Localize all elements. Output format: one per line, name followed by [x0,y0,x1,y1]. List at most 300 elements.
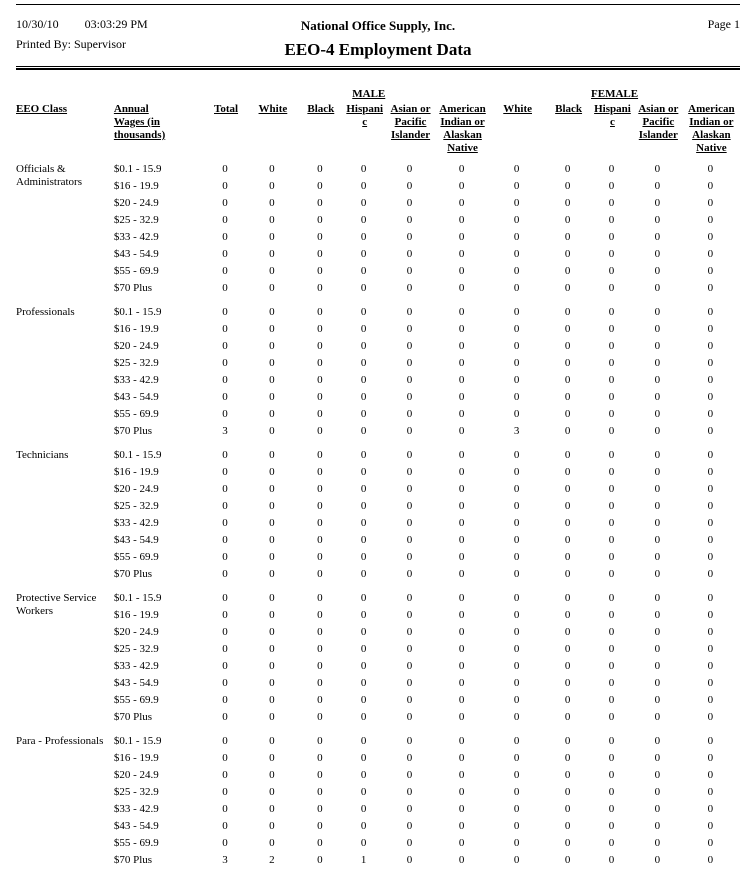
eeo-class-cell [16,481,114,498]
value-cell: 0 [360,214,367,226]
value-cell: 0 [317,711,323,723]
value-cell: 0 [458,197,465,209]
value-cell: 0 [608,163,615,175]
value-cell: 0 [406,265,413,277]
value-cell: 0 [654,357,661,369]
value-cell: 0 [269,282,275,294]
value-cell: 0 [458,323,465,335]
header-center [285,17,472,60]
value-cell: 0 [513,500,520,512]
value-cell: 0 [406,248,413,260]
value-cell: 0 [269,408,275,420]
value-cell: 0 [406,660,413,672]
eeo-class-cell [16,406,114,423]
value-cell: 0 [406,391,413,403]
value-cell: 0 [513,677,520,689]
value-cell: 0 [406,694,413,706]
value-cell: 0 [564,374,571,386]
value-cell: 0 [458,180,465,192]
value-cell: 0 [564,483,571,495]
wage-band-cell: $25 - 32.9 [113,500,159,512]
table-row [16,675,740,692]
value-cell: 0 [513,391,520,403]
value-cell: 0 [317,163,323,175]
wage-band-cell: $16 - 19.9 [113,323,159,335]
value-cell: 0 [317,769,323,781]
group-spacer [16,88,114,103]
value-cell: 0 [269,248,275,260]
wage-band-cell: $70 Plus [113,425,153,437]
value-cell: 0 [269,500,275,512]
value-cell: 0 [317,483,323,495]
value-cell: 0 [564,323,571,335]
value-cell: 0 [513,660,520,672]
value-cell: 0 [317,592,323,604]
value-cell: 0 [222,408,228,420]
value-cell: 0 [269,449,275,461]
company-name: National Office Supply, Inc. [300,18,456,33]
value-cell: 0 [222,551,228,563]
eeo-class-cell [16,297,114,321]
value-cell: 0 [360,163,367,175]
value-cell: 0 [513,374,520,386]
value-cell: 0 [360,711,367,723]
value-cell: 0 [458,626,465,638]
value-cell: 0 [608,340,615,352]
value-cell: 0 [564,180,571,192]
value-cell: 0 [458,265,465,277]
value-cell: 0 [513,323,520,335]
eeo-class-cell [16,229,114,246]
value-cell: 0 [269,231,275,243]
value-cell: 0 [513,466,520,478]
value-cell: 0 [458,609,465,621]
value-cell: 0 [317,517,323,529]
value-cell: 0 [564,551,571,563]
table-row [16,355,740,372]
col-header-male-asian-pacific: Asian or Pacific Islander [390,103,431,141]
value-cell: 0 [707,500,714,512]
value-cell: 0 [513,180,520,192]
value-cell: 0 [608,374,615,386]
value-cell: 0 [222,820,228,832]
value-cell: 0 [513,626,520,638]
value-cell: 0 [406,466,413,478]
value-cell: 0 [707,391,714,403]
value-cell: 3 [222,425,228,437]
eeo-class-cell [16,818,114,835]
value-cell: 0 [222,214,228,226]
value-cell: 0 [707,769,714,781]
value-cell: 0 [654,735,661,747]
eeo-class-cell [16,835,114,852]
value-cell: 0 [458,483,465,495]
value-cell: 0 [564,517,571,529]
value-cell: 0 [222,231,228,243]
value-cell: 0 [269,803,275,815]
value-cell: 0 [360,694,367,706]
value-cell: 0 [654,408,661,420]
wage-band-cell: $33 - 42.9 [113,374,159,386]
value-cell: 0 [564,163,571,175]
wage-band-cell: $25 - 32.9 [113,786,159,798]
eeo-class-cell [16,321,114,338]
value-cell: 0 [513,517,520,529]
value-cell: 0 [564,643,571,655]
value-cell: 0 [406,214,413,226]
value-cell: 0 [654,677,661,689]
value-cell: 0 [406,323,413,335]
value-cell: 0 [222,306,228,318]
eeo-class-label: Professionals [16,306,75,318]
value-cell: 0 [564,786,571,798]
value-cell: 0 [222,837,228,849]
value-cell: 0 [317,248,323,260]
table-row [16,515,740,532]
value-cell: 0 [654,449,661,461]
value-cell: 0 [654,466,661,478]
value-cell: 0 [707,837,714,849]
male-group-header: MALE [352,88,386,100]
value-cell: 0 [269,425,275,437]
value-cell: 0 [269,517,275,529]
value-cell: 0 [360,500,367,512]
value-cell: 0 [458,643,465,655]
value-cell: 0 [564,425,571,437]
value-cell: 0 [406,568,413,580]
value-cell: 0 [317,500,323,512]
table-row [16,280,740,297]
value-cell: 0 [564,534,571,546]
value-cell: 0 [406,408,413,420]
value-cell: 0 [654,282,661,294]
value-cell: 0 [406,854,413,866]
value-cell: 0 [654,820,661,832]
value-cell: 0 [406,551,413,563]
value-cell: 0 [406,643,413,655]
table-row [16,607,740,624]
value-cell: 0 [707,592,714,604]
value-cell: 0 [269,820,275,832]
value-cell: 0 [360,551,367,563]
value-cell: 0 [458,803,465,815]
value-cell: 0 [707,466,714,478]
value-cell: 0 [707,735,714,747]
wage-band-cell: $33 - 42.9 [113,660,159,672]
table-row [16,246,740,263]
eeo-class-cell [16,280,114,297]
value-cell: 0 [360,408,367,420]
value-cell: 0 [360,517,367,529]
wage-band-cell: $25 - 32.9 [113,643,159,655]
value-cell: 0 [269,391,275,403]
page-number: Page 1 [707,17,740,31]
print-time: 03:03:29 PM [84,17,148,31]
eeo-class-cell [16,498,114,515]
col-header-annual-wages-cell [114,103,204,161]
value-cell: 0 [608,820,615,832]
value-cell: 0 [360,803,367,815]
value-cell: 0 [269,711,275,723]
wage-band-cell: $43 - 54.9 [113,391,159,403]
wage-band-cell: $0.1 - 15.9 [113,306,162,318]
value-cell: 0 [458,357,465,369]
value-cell: 0 [317,425,323,437]
value-cell: 0 [406,374,413,386]
header-rule [16,66,740,70]
value-cell: 3 [513,425,520,437]
value-cell: 0 [654,568,661,580]
value-cell: 0 [406,837,413,849]
table-row [16,212,740,229]
value-cell: 0 [654,265,661,277]
eeo-class-label: Technicians [16,449,69,461]
value-cell: 0 [608,282,615,294]
value-cell: 0 [458,163,465,175]
eeo-class-cell [16,852,114,869]
value-cell: 0 [222,483,228,495]
print-datetime [16,17,285,32]
employment-table [16,88,740,869]
value-cell: 0 [513,163,520,175]
value-cell: 0 [222,752,228,764]
col-header-male-black: Black [307,103,335,115]
value-cell: 0 [513,197,520,209]
value-cell: 0 [654,425,661,437]
value-cell: 0 [564,568,571,580]
value-cell: 0 [564,592,571,604]
value-cell: 0 [513,551,520,563]
value-cell: 0 [317,820,323,832]
value-cell: 0 [608,425,615,437]
eeo-class-cell [16,692,114,709]
eeo-class-cell [16,709,114,726]
value-cell: 0 [513,568,520,580]
eeo-class-cell [16,195,114,212]
wage-band-cell: $16 - 19.9 [113,609,159,621]
table-row [16,440,740,464]
value-cell: 0 [513,534,520,546]
table-row [16,423,740,440]
eeo-class-cell [16,784,114,801]
value-cell: 0 [360,425,367,437]
value-cell: 0 [317,803,323,815]
value-cell: 0 [707,694,714,706]
value-cell: 0 [269,340,275,352]
value-cell: 0 [269,180,275,192]
col-header-female-asian-pacific: Asian or Pacific Islander [638,103,679,141]
value-cell: 0 [608,483,615,495]
value-cell: 0 [317,374,323,386]
value-cell: 3 [222,854,228,866]
value-cell: 0 [360,197,367,209]
group-header-row [16,88,740,103]
value-cell: 0 [317,643,323,655]
value-cell: 0 [458,374,465,386]
value-cell: 0 [608,391,615,403]
eeo-class-cell [16,338,114,355]
value-cell: 0 [564,197,571,209]
table-row [16,263,740,280]
value-cell: 0 [317,323,323,335]
value-cell: 0 [608,769,615,781]
value-cell: 2 [269,854,275,866]
value-cell: 0 [317,786,323,798]
value-cell: 0 [654,483,661,495]
value-cell: 0 [608,803,615,815]
value-cell: 0 [608,752,615,764]
value-cell: 0 [654,306,661,318]
value-cell: 0 [317,534,323,546]
eeo-class-cell [16,767,114,784]
value-cell: 0 [269,626,275,638]
table-row [16,498,740,515]
wage-band-cell: $20 - 24.9 [113,340,159,352]
table-row [16,624,740,641]
value-cell: 0 [360,769,367,781]
value-cell: 0 [707,180,714,192]
table-row [16,195,740,212]
value-cell: 0 [513,786,520,798]
value-cell: 0 [317,568,323,580]
eeo-class-label: Protective Service Workers [16,592,97,617]
value-cell: 0 [269,374,275,386]
value-cell: 0 [317,391,323,403]
value-cell: 0 [458,425,465,437]
value-cell: 0 [458,769,465,781]
value-cell: 0 [654,626,661,638]
value-cell: 0 [564,231,571,243]
value-cell: 0 [608,677,615,689]
value-cell: 0 [360,374,367,386]
eeo-class-cell [16,750,114,767]
value-cell: 0 [608,592,615,604]
value-cell: 0 [406,306,413,318]
eeo-class-cell [16,423,114,440]
value-cell: 0 [707,306,714,318]
value-cell: 0 [360,609,367,621]
value-cell: 0 [564,340,571,352]
table-row [16,583,740,607]
eeo-class-cell [16,263,114,280]
table-row [16,464,740,481]
value-cell: 0 [608,643,615,655]
value-cell: 0 [513,408,520,420]
value-cell: 0 [317,677,323,689]
value-cell: 0 [222,500,228,512]
value-cell: 0 [406,180,413,192]
value-cell: 0 [406,483,413,495]
value-cell: 0 [317,660,323,672]
value-cell: 0 [269,660,275,672]
value-cell: 0 [458,786,465,798]
value-cell: 0 [608,837,615,849]
value-cell: 0 [406,197,413,209]
value-cell: 0 [317,466,323,478]
wage-band-cell: $16 - 19.9 [113,752,159,764]
value-cell: 0 [360,483,367,495]
table-body [16,161,740,869]
value-cell: 0 [360,466,367,478]
value-cell: 0 [564,735,571,747]
value-cell: 1 [360,854,367,866]
value-cell: 0 [513,483,520,495]
value-cell: 0 [707,214,714,226]
value-cell: 0 [564,214,571,226]
value-cell: 0 [360,180,367,192]
table-row [16,338,740,355]
value-cell: 0 [360,231,367,243]
value-cell: 0 [513,592,520,604]
wage-band-cell: $0.1 - 15.9 [113,735,162,747]
wage-band-cell: $43 - 54.9 [113,677,159,689]
value-cell: 0 [360,449,367,461]
table-row [16,178,740,195]
value-cell: 0 [707,231,714,243]
value-cell: 0 [458,231,465,243]
header-left [16,17,285,52]
value-cell: 0 [707,711,714,723]
value-cell: 0 [707,265,714,277]
value-cell: 0 [513,803,520,815]
value-cell: 0 [406,711,413,723]
value-cell: 0 [222,391,228,403]
value-cell: 0 [406,735,413,747]
value-cell: 0 [608,517,615,529]
value-cell: 0 [360,735,367,747]
value-cell: 0 [608,248,615,260]
col-header-female-white: White [503,103,532,115]
value-cell: 0 [654,517,661,529]
value-cell: 0 [406,803,413,815]
value-cell: 0 [608,551,615,563]
value-cell: 0 [513,735,520,747]
value-cell: 0 [608,214,615,226]
value-cell: 0 [654,854,661,866]
value-cell: 0 [269,677,275,689]
value-cell: 0 [608,694,615,706]
value-cell: 0 [564,660,571,672]
wage-band-cell: $16 - 19.9 [113,180,159,192]
wage-band-cell: $43 - 54.9 [113,248,159,260]
value-cell: 0 [406,425,413,437]
value-cell: 0 [608,449,615,461]
value-cell: 0 [406,769,413,781]
value-cell: 0 [458,340,465,352]
value-cell: 0 [406,626,413,638]
table-row [16,406,740,423]
value-cell: 0 [360,677,367,689]
value-cell: 0 [707,449,714,461]
value-cell: 0 [564,711,571,723]
value-cell: 0 [707,854,714,866]
value-cell: 0 [654,231,661,243]
value-cell: 0 [458,282,465,294]
value-cell: 0 [707,163,714,175]
col-header-female-hispanic: Hispanic [594,103,631,128]
value-cell: 0 [654,214,661,226]
value-cell: 0 [707,340,714,352]
value-cell: 0 [458,517,465,529]
value-cell: 0 [513,357,520,369]
table-head [16,88,740,161]
eeo-class-cell [16,549,114,566]
value-cell: 0 [513,282,520,294]
value-cell: 0 [564,854,571,866]
value-cell: 0 [222,786,228,798]
value-cell: 0 [608,357,615,369]
value-cell: 0 [654,163,661,175]
